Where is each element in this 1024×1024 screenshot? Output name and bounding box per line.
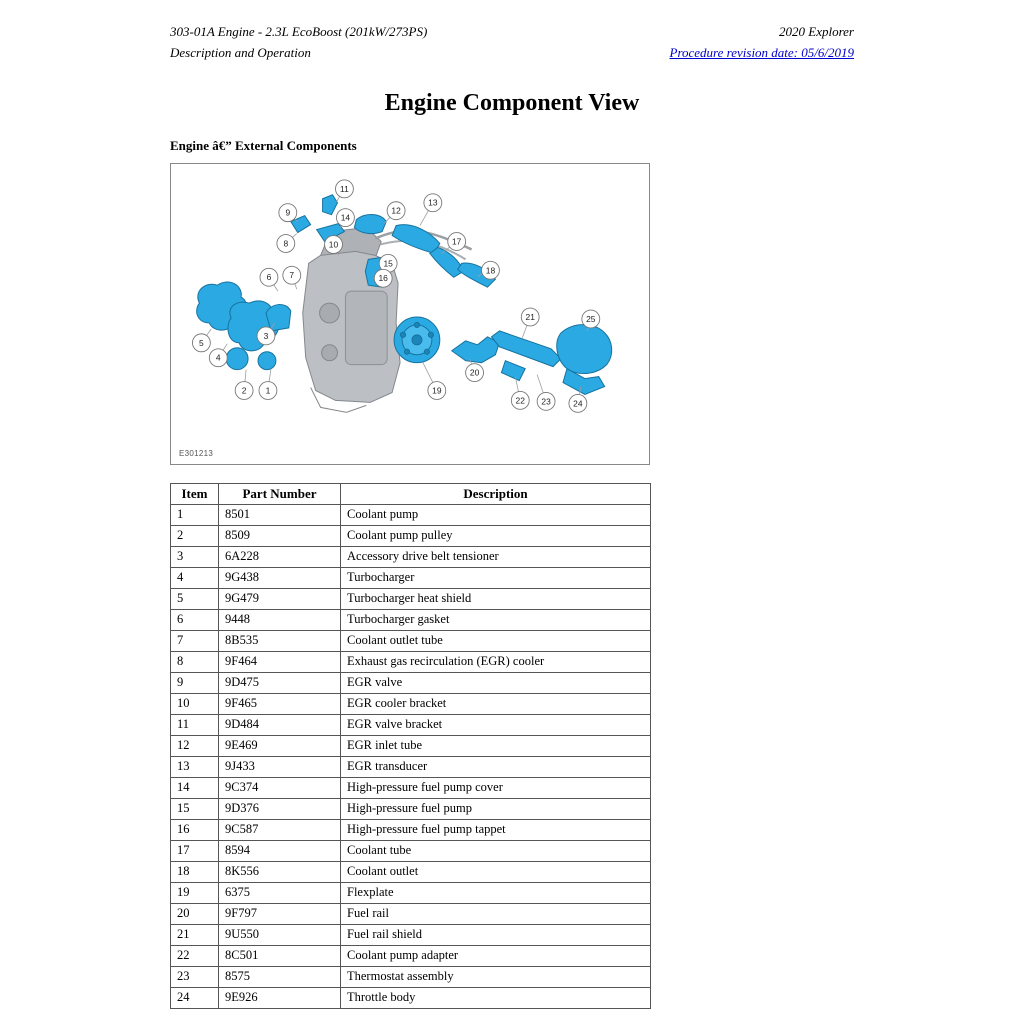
table-row [171, 924, 651, 945]
header-part-number: Part Number [219, 483, 341, 504]
table-row [171, 693, 651, 714]
callout-number: 12 [391, 205, 401, 216]
part-number-cell: 6375 [219, 882, 341, 903]
part-number-cell: 9D376 [219, 798, 341, 819]
callout-number: 6 [266, 271, 272, 282]
item-cell: 16 [171, 819, 219, 840]
table-row [171, 903, 651, 924]
item-cell: 1 [171, 504, 219, 525]
table-row [171, 987, 651, 1008]
item-cell: 15 [171, 798, 219, 819]
part-number-cell: 8575 [219, 966, 341, 987]
part-number-cell: 9J433 [219, 756, 341, 777]
item-cell: 4 [171, 567, 219, 588]
part-number-cell: 9U550 [219, 924, 341, 945]
callout-number: 7 [289, 269, 295, 280]
item-cell: 7 [171, 630, 219, 651]
doc-code: 303-01A Engine - 2.3L EcoBoost (201kW/273PS) [170, 24, 428, 39]
description-cell: Throttle body [341, 987, 651, 1008]
description-cell: Exhaust gas recirculation (EGR) cooler [341, 651, 651, 672]
item-cell: 10 [171, 693, 219, 714]
parts-table-head [171, 483, 651, 504]
description-cell: High-pressure fuel pump tappet [341, 819, 651, 840]
callout-number: 13 [428, 197, 438, 208]
table-row [171, 819, 651, 840]
highlighted-parts-art [197, 194, 612, 394]
callout-number: 5 [199, 337, 204, 348]
item-cell: 12 [171, 735, 219, 756]
callout-number: 14 [340, 212, 351, 223]
table-row [171, 546, 651, 567]
part-number-cell: 9E926 [219, 987, 341, 1008]
description-cell: Turbocharger [341, 567, 651, 588]
item-cell: 24 [171, 987, 219, 1008]
part-number-cell: 8B535 [219, 630, 341, 651]
part-number-cell: 9F465 [219, 693, 341, 714]
description-cell: Turbocharger gasket [341, 609, 651, 630]
part-number-cell: 8594 [219, 840, 341, 861]
item-cell: 9 [171, 672, 219, 693]
header-left [170, 22, 427, 64]
callout-number: 11 [340, 183, 349, 194]
callout-number: 8 [283, 238, 289, 249]
item-cell: 5 [171, 588, 219, 609]
item-cell: 2 [171, 525, 219, 546]
procedure-revision-link[interactable]: Procedure revision date: 05/6/2019 [669, 44, 854, 60]
table-row [171, 882, 651, 903]
description-cell: EGR transducer [341, 756, 651, 777]
table-row [171, 588, 651, 609]
table-row [171, 714, 651, 735]
part-number-cell: 9D475 [219, 672, 341, 693]
callout-number: 9 [285, 207, 291, 218]
part-number-cell: 9F464 [219, 651, 341, 672]
table-row [171, 861, 651, 882]
part-number-cell: 9448 [219, 609, 341, 630]
callout-number: 22 [515, 394, 525, 405]
table-row [171, 735, 651, 756]
callout-number: 15 [383, 257, 393, 268]
table-row [171, 966, 651, 987]
description-cell: Coolant pump [341, 504, 651, 525]
part-number-cell: 8501 [219, 504, 341, 525]
document-header [170, 22, 854, 64]
callout-number: 1 [265, 385, 271, 396]
callout-number: 18 [485, 264, 496, 275]
description-cell: Flexplate [341, 882, 651, 903]
description-cell: Fuel rail [341, 903, 651, 924]
header-right [670, 22, 855, 64]
table-row [171, 609, 651, 630]
callout-number: 24 [573, 397, 583, 408]
part-number-cell: 8509 [219, 525, 341, 546]
table-row [171, 756, 651, 777]
part-number-cell: 8K556 [219, 861, 341, 882]
description-cell: Accessory drive belt tensioner [341, 546, 651, 567]
callout-number: 23 [541, 395, 551, 406]
callout-number: 20 [469, 367, 480, 378]
item-cell: 14 [171, 777, 219, 798]
part-number-cell: 9G438 [219, 567, 341, 588]
description-cell: EGR valve bracket [341, 714, 651, 735]
description-cell: Turbocharger heat shield [341, 588, 651, 609]
item-cell: 23 [171, 966, 219, 987]
item-cell: 19 [171, 882, 219, 903]
doc-section: Description and Operation [170, 44, 311, 60]
part-number-cell: 9F797 [219, 903, 341, 924]
item-cell: 17 [171, 840, 219, 861]
item-cell: 6 [171, 609, 219, 630]
callout-number: 2 [241, 385, 247, 396]
part-number-cell: 8C501 [219, 945, 341, 966]
flexplate-art [394, 317, 440, 363]
page-title: Engine Component View [384, 89, 640, 116]
vehicle-name: 2020 Explorer [779, 24, 854, 39]
table-row [171, 630, 651, 651]
parts-table [170, 483, 651, 1009]
description-cell: Coolant outlet [341, 861, 651, 882]
item-cell: 18 [171, 861, 219, 882]
description-cell: Coolant tube [341, 840, 651, 861]
engine-diagram-svg [171, 164, 649, 464]
item-cell: 13 [171, 756, 219, 777]
part-number-cell: 9D484 [219, 714, 341, 735]
description-cell: Thermostat assembly [341, 966, 651, 987]
callout-number: 16 [378, 272, 388, 283]
table-row [171, 945, 651, 966]
engine-diagram-figure [170, 163, 650, 465]
callout-number: 10 [328, 239, 339, 250]
item-cell: 21 [171, 924, 219, 945]
header-description: Description [341, 483, 651, 504]
callout-number: 3 [263, 330, 269, 341]
part-number-cell: 9C374 [219, 777, 341, 798]
callout-number: 19 [432, 385, 442, 396]
item-cell: 8 [171, 651, 219, 672]
page-content [170, 22, 854, 1009]
table-row [171, 777, 651, 798]
table-row [171, 798, 651, 819]
part-number-cell: 6A228 [219, 546, 341, 567]
item-cell: 22 [171, 945, 219, 966]
table-row [171, 567, 651, 588]
parts-table-body [171, 504, 651, 1008]
description-cell: EGR inlet tube [341, 735, 651, 756]
item-cell: 3 [171, 546, 219, 567]
description-cell: High-pressure fuel pump cover [341, 777, 651, 798]
item-cell: 11 [171, 714, 219, 735]
header-item: Item [171, 483, 219, 504]
item-cell: 20 [171, 903, 219, 924]
part-number-cell: 9G479 [219, 588, 341, 609]
table-header-row [171, 483, 651, 504]
figure-image-label: E301213 [179, 448, 214, 458]
part-number-cell: 9C587 [219, 819, 341, 840]
part-number-cell: 9E469 [219, 735, 341, 756]
description-cell: EGR cooler bracket [341, 693, 651, 714]
callout-number: 4 [215, 352, 221, 363]
description-cell: Coolant pump adapter [341, 945, 651, 966]
table-row [171, 504, 651, 525]
description-cell: Fuel rail shield [341, 924, 651, 945]
description-cell: Coolant outlet tube [341, 630, 651, 651]
figure-caption: Engine â€” External Components [170, 137, 357, 153]
description-cell: EGR valve [341, 672, 651, 693]
description-cell: Coolant pump pulley [341, 525, 651, 546]
callout-number: 21 [525, 311, 535, 322]
table-row [171, 672, 651, 693]
callout-number: 17 [451, 236, 462, 247]
table-row [171, 651, 651, 672]
callout-number: 25 [586, 313, 596, 324]
table-row [171, 840, 651, 861]
table-row [171, 525, 651, 546]
description-cell: High-pressure fuel pump [341, 798, 651, 819]
